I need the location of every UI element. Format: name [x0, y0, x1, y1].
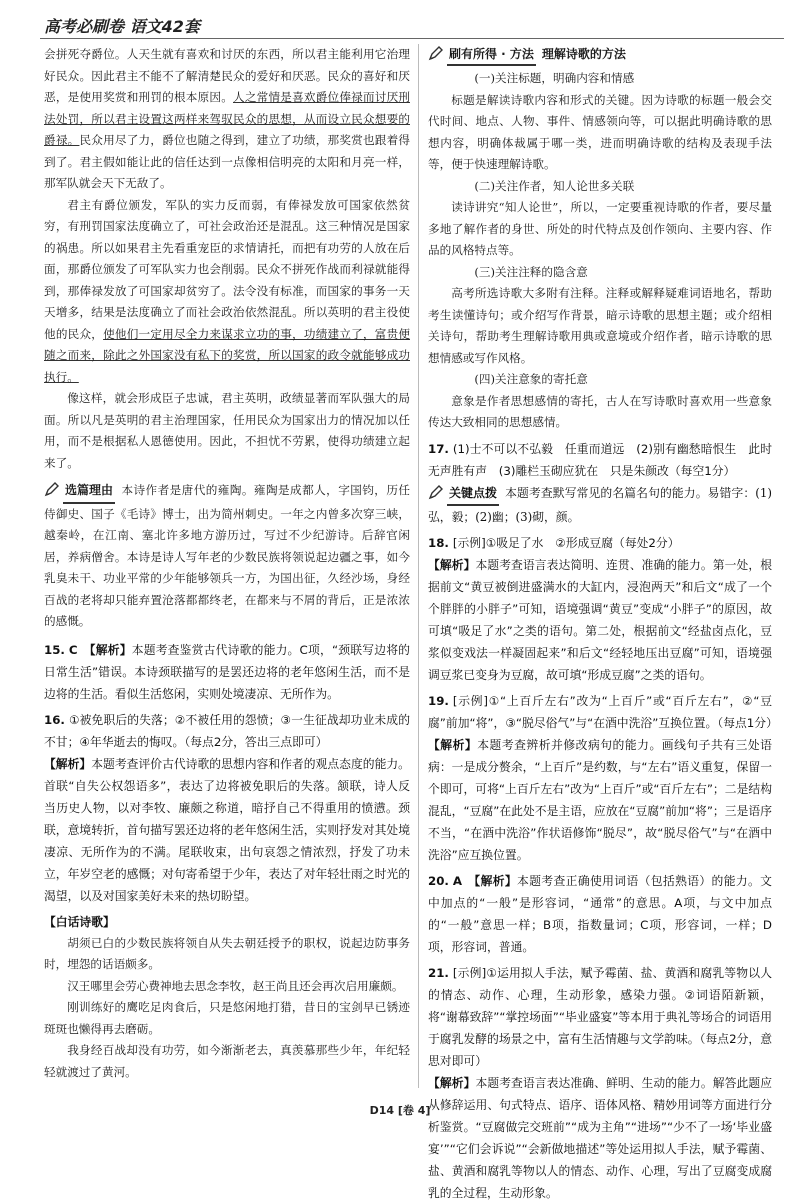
- question-20: 20. A 【解析】本题考查正确使用词语（包括熟语）的能力。文中加点的“一般”是形容词，“通常”的意思。A项，与文中加点的“一般”意思一样；B项，指数量词；C项，形容词，一样；D项，形容词，普通。: [428, 873, 772, 954]
- right-column: [428, 44, 778, 1200]
- vernacular-line-2: 汉王哪里会劳心费神地去思念李牧，赵王尚且还会再次启用廉颇。: [67, 978, 404, 993]
- question-18: 18. [示例]①吸足了水 ②形成豆腐（每处2分）: [428, 535, 680, 550]
- answer-choice: C: [68, 642, 78, 657]
- question-19: 19. [示例]①“上百斤左右”改为“上百斤”或“百斤左右”，②“豆腐”前加“将”，③“脱尽俗气”与“在酒中洗浴”互换位置。（每点1分）: [428, 693, 778, 730]
- key-tip-label: 关键点拨: [447, 482, 499, 506]
- vernacular-line-4: 我身经百战却没有功劳，如今渐渐老去，真羡慕那些少年，年纪轻轻就渡过了黄河。: [44, 1043, 410, 1079]
- selection-reason-label: 选篇理由: [63, 480, 115, 504]
- method-heading-1: (一)关注标题，明确内容和情感: [474, 71, 635, 85]
- left-column: [44, 44, 410, 1088]
- column-divider: [418, 44, 419, 1088]
- vernacular-line-3: 刚训练好的鹰吃足肉食后，只是悠闲地打猎，昔日的宝剑早已锈迹斑斑也懒得再去磨砺。: [44, 1000, 410, 1036]
- vernacular-line-1: 胡须已白的少数民族将领自从失去朝廷授予的职权，说起边防事务时，埋怨的话语颇多。: [44, 935, 410, 971]
- question-21: 21. [示例]①运用拟人手法，赋予霉菌、盐、黄酒和腐乳等物以人的情态、动作、心理，生动形象，感染力强。②词语陌新颖，将“谢幕致辞”“掌控场面”“毕业盛宴”等本用于典礼等场合的词语用于腐乳发酵的场景之中，富有生活情趣与文学韵味。（每点2分，意思对即可）: [428, 965, 772, 1068]
- question-17-tip: 关键点拨 本题考查默写常见的名篇名句的能力。易错字：(1)弘，毅；(2)幽；(3)砌，颜。: [428, 482, 772, 528]
- translation-paragraph-3: 像这样，就会形成臣子忠诚，君主英明，政绩显著而军队强大的局面。所以凡是英明的君主治理国家，任用民众为国家出力的情况加以任用，而不是根据私人恩德使用。因此，不担忧不劳累，使得功绩建立起来了。: [44, 391, 410, 470]
- pen-icon: [44, 481, 60, 497]
- header-rule: [40, 38, 784, 39]
- question-15: 15. C 【解析】本题考查鉴赏古代诗歌的能力。C项，“颈联写边将的日常生活”错误。本诗颈联描写的是罢还边将的老年悠闲生活，而不是边将的生活。看似生活悠闲，实则处境凄凉、无所作为。: [44, 642, 410, 701]
- question-19-analysis: 【解析】本题考查辨析并修改病句的能力。画线句子共有三处语病：一是成分赘余，“上百斤”是约数，与“左右”语义重复，保留一个即可，可将“上百斤左右”改为“上百斤”或“百斤左右”；二是结构混乱，“豆腐”在此处不是主语，应放在“豆腐”前加“将”；三是语序不当，“在酒中洗浴”作状语修饰“脱尽”，故“脱尽俗气”与“在酒中洗浴”应互换位置。: [428, 737, 772, 862]
- method-section: [428, 44, 772, 66]
- vernacular-poem-label: 【白话诗歌】: [44, 914, 115, 929]
- answer-choice: A: [452, 873, 463, 888]
- method-heading-3: (三)关注注释的隐含意: [474, 264, 588, 279]
- selection-reason: [44, 480, 410, 633]
- translation-paragraph-1: 会拼死夺爵位。人天生就有喜欢和讨厌的东西，所以君主能利用它治理好民众。因此君主不能不了解清楚民众的爱好和厌恶。民众的喜好和厌恶，是使用奖赏和刑罚的根本原因。人之常情是喜欢爵位俸禄而讨厌刑法处罚，所以君主设置这两样来驾驭民众的思想，从而设立民众想要的爵禄。民众用尽了力，爵位也随之得到，建立了功绩，那奖赏也跟着得到了。君主假如能让此的信任达到一点像相信明亮的太阳和月亮一样，那军队就会天下无敌了。: [44, 47, 410, 190]
- method-title: 理解诗歌的方法: [541, 47, 626, 61]
- pen-icon: [428, 484, 444, 500]
- question-16-analysis: 【解析】本题考查评价古代诗歌的思想内容和作者的观点态度的能力。首联“自失公权怨语多”，表达了边将被免职后的失落。颔联，诗人反当历史人物，以对李牧、廉颇之称道，暗抒自己不得重用的愤懑。颈联，意境转折，首句描写罢还边将的老年悠闲生活，实则抒发对其处境凄凉、无所作为的不满。尾联收束，出句哀怨之情浓烈，抒发了功未立，年岁空老的感慨；对句寄希望于少年，表达了对年轻壮雨之时光的渴望，以及对国家美好未来的热切盼望。: [44, 756, 410, 903]
- question-18-analysis: 【解析】本题考查语言表达简明、连贯、准确的能力。第一处，根据前文“黄豆被倒进盛满水的大缸内，浸泡两天”和后文“成了一个个胖胖的小胖子”可知，语境强调“黄豆”变成“小胖子”的原因，故可填“吸足了水”之类的语句。第二处，根据前文“经盐卤点化，豆浆似变戏法一样凝固起来”和后文“经轻地压出豆腐”可知，语境强调豆浆已变身为豆腐，故可填“形成豆腐”之类的语句。: [428, 557, 772, 682]
- page-number: D14 [卷 4]: [369, 1104, 431, 1117]
- method-text-4: 意象是作者思想感情的寄托，古人在写诗歌时喜欢用一些意象传达大致相同的思想感情。: [428, 393, 772, 429]
- question-21-analysis: 【解析】本题考查语言表达准确、鲜明、生动的能力。解答此题应从修辞运用、句式特点、语序、语体风格、精妙用词等方面进行分析鉴赏。“豆腐做完交班前”“成为主角”“进场”“少不了一场‘毕业盛宴’”“它们会诉说”“会新做地描述”等处运用拟人手法，赋予霉菌、盐、黄酒和腐乳等物以人的情态、动作、心理，写出了豆腐变成腐乳的全过程，生动形象。: [428, 1075, 772, 1200]
- underlined-sentence: 使他们一定用尽全力来谋求立功的事，功绩建立了，富贵便随之而来，除此之外国家没有私下的奖赏，所以国家的政令就能够成功执行。: [44, 326, 410, 384]
- running-header: 高考必刷卷 语文42套: [44, 17, 200, 36]
- method-text-2: 读诗讲究“知人论世”，所以，一定要重视诗歌的作者，要尽量多地了解作者的身世、所处的时代特点及创作领向、主要内容、作品的风格特点等。: [428, 200, 772, 257]
- underlined-sentence: 人之常情是喜欢爵位俸禄而讨厌刑法处罚，所以君主设置这两样来驾驭民众的思想，从而设立民众想要的爵禄。: [44, 90, 410, 147]
- method-text-1: 标题是解读诗歌内容和形式的关键。因为诗歌的标题一般会交代时间、地点、人物、事件、情感领向等，可以据此明确诗歌的思想内容，明确体裁属于哪一类，进而明确诗歌的结构及表现手法等，便于快速理解诗歌。: [428, 92, 772, 171]
- method-label: 刷有所得 · 方法: [447, 44, 536, 66]
- method-heading-4: (四)关注意象的寄托意: [474, 372, 588, 386]
- translation-paragraph-2: 君主有爵位颁发，军队的实力反而弱，有俸禄发放可国家依然贫穷，有刑罚国家法度确立了，可社会政治还是混乱。这三种情况是国家的祸患。所以如果君主先看重宠臣的求情请托，而把有功劳的人放在后面，那爵位颁发了可军队实力也会削弱。民众不拼死作战而利禄就能得到，那俸禄发放了可国家却贫穷了。法令没有标准，而国家的事务一天天增多，结果是法度确立了而社会政治依然混乱。所以英明的君主役使他的民众，使他们一定用尽全力来谋求立功的事，功绩建立了，富贵便随之而来，除此之外国家没有私下的奖赏，所以国家的政令就能够成功执行。: [44, 197, 410, 384]
- method-text-3: 高考所选诗歌大多附有注释。注释或解释疑难词语地名，帮助考生读懂诗句；或介绍写作背景，暗示诗歌的思想主题；或介绍相关诗句，帮助考生理解诗歌用典或意境或介绍作者，暗示诗歌的思想情感或写作风格。: [428, 286, 772, 365]
- method-heading-2: (二)关注作者，知人论世多关联: [474, 178, 635, 193]
- question-16: 16. ①被免职后的失落；②不被任用的怨愤；③一生征战却功业未成的不甘；④年华逝去的悔叹。（每点2分，答出三点即可）: [44, 712, 410, 749]
- question-17: 17. (1)士不可以不弘毅 任重而道远 (2)别有幽愁暗恨生 此时无声胜有声 (3)雕栏玉砌应犹在 只是朱颜改（每空1分）: [428, 441, 772, 478]
- pen-icon: [428, 45, 444, 61]
- selection-reason-text: 本诗作者是唐代的雍陶。雍陶是成都人，字国钧，历任侍御史、国子《毛诗》博士，出为简州刺史。一年之内曾多次穿三峡，越秦岭，在江南、塞北许多地方游历过，写过不少纪游诗。后辞官闲居，养病僧舍。本诗是诗人写年老的少数民族将领说起边疆之事，如今乳臭未干、功业平常的少年能够领兵一方，为国出征，久经沙场，身经百战的老将却只能弃置沧落都都终老，在都来与不屑的背后，正是浓浓的感慨。: [44, 483, 410, 628]
